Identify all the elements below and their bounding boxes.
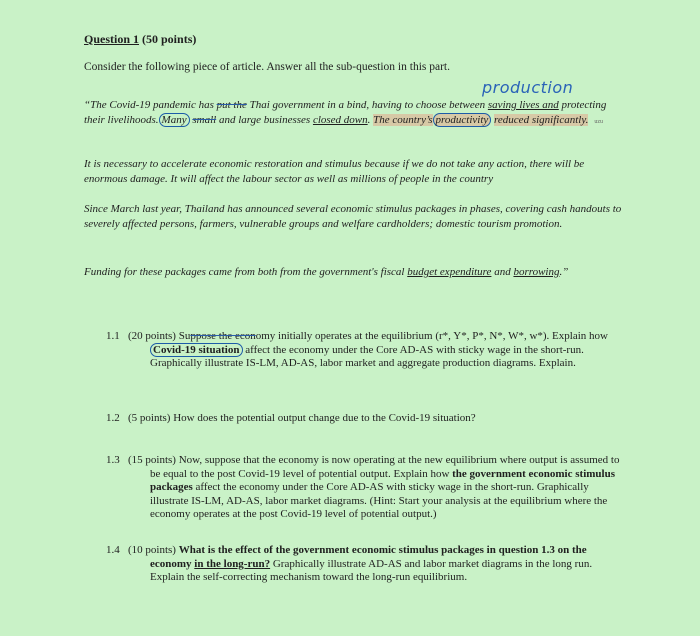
text-run: Thai government in a bind, having to choose between <box>246 99 488 111</box>
subquestion-number: 1.2 <box>106 412 120 424</box>
circled-text-many: Many <box>159 113 190 127</box>
bold-underlined-text: in the long-run? <box>194 557 271 570</box>
underlined-text-closed-down: closed down <box>312 114 368 126</box>
article-paragraph-4 <box>84 265 622 280</box>
text-run: omy initially operates at the equilibrium (r*, Y*, P*, N*, W*, w*). Explain how <box>255 330 608 342</box>
struck-text: put the <box>216 99 247 111</box>
subquestion-body <box>128 454 622 522</box>
text-run: and <box>491 266 514 278</box>
text-run: (20 points) Su <box>128 330 191 342</box>
subquestion-1-4 <box>106 544 622 585</box>
text-run: “The Covid-19 pandemic has <box>84 99 217 111</box>
subquestion-1-3 <box>106 454 622 522</box>
underlined-text: saving lives and <box>487 99 559 111</box>
text-run: protecting their livelihoods. <box>84 99 607 126</box>
subquestion-number: 1.4 <box>106 544 120 556</box>
text-run: (10 points) <box>128 544 179 556</box>
text-run: .” <box>559 266 569 278</box>
circled-text-covid: Covid-19 situation <box>150 343 243 357</box>
text-run: affect the economy under the Core AD-AS with sticky wage in the short-run. Graphically illustrate IS-LM, AD-AS, labor market and aggregate production diagrams. Explain. <box>150 343 584 369</box>
scribble-mark: uzu <box>594 119 604 125</box>
text-run: and large businesses <box>216 114 313 126</box>
handwritten-note: production <box>482 78 574 97</box>
subquestion-number: 1.1 <box>106 330 120 342</box>
article-paragraph-3: Since March last year, Thailand has announced several economic stimulus packages in phases, covering cash handouts to severely affected persons, farmers, vulnerable groups and welfare cardholders; domestic tourism promotion. <box>84 203 622 230</box>
highlighted-text: The country’s <box>373 114 433 126</box>
subquestion-1-2 <box>106 412 622 426</box>
text-run: . <box>367 114 374 126</box>
article-paragraph-1 <box>84 98 622 130</box>
subquestion-number: 1.3 <box>106 454 120 466</box>
question-points: (50 points) <box>142 32 197 46</box>
text-run: Funding for these packages came from both from the government's fiscal <box>84 266 408 278</box>
text-run: (15 points) Now, suppose that the economy is now operating at the new equilibrium where output is assumed to be equal to the post Covid-19 level of potential output. Explain how <box>128 454 620 480</box>
text-run: Graphically illustrate AD-AS and labor market diagrams in the long run. Explain the self-correcting mechanism toward the long-run equilibrium. <box>150 557 593 583</box>
subquestion-body: (5 points) How does the potential output change due to the Covid-19 situation? <box>128 412 476 424</box>
text-run: affect the economy under the Core AD-AS with sticky wage in the short-run. Graphically illustrate IS-LM, AD-AS, labor market diagrams. (Hint: Start your analysis at the equilibrium where the economy operates at the post Covid-19 level of potential output.) <box>150 481 608 520</box>
underlined-text-budget: budget expenditure <box>407 266 492 278</box>
struck-text-small: small <box>192 114 217 126</box>
underlined-text-borrowing: borrowing <box>513 266 560 278</box>
subquestion-body <box>128 544 622 585</box>
question-label: Question 1 <box>84 32 140 46</box>
question-title <box>84 32 196 47</box>
bold-text: the government economic stimulus packages <box>150 467 615 493</box>
intro-text: Consider the following piece of article. Answer all the sub-question in this part. <box>84 61 451 73</box>
subquestion-body <box>128 330 622 371</box>
highlighted-text-reduced: reduced significantly. <box>494 114 589 126</box>
bold-text: What is the effect of the government economic stimulus packages in question 1.3 on the economy <box>150 544 587 570</box>
subquestion-1-1 <box>106 330 622 371</box>
article-paragraph-2: It is necessary to accelerate economic restoration and stimulus because if we do not take any action, there will be enormous damage. It will affect the labour sector as well as millions of people in the country <box>84 158 585 185</box>
circled-text-productivity: productivity <box>433 113 492 127</box>
struck-text: ppose the econ <box>190 330 256 342</box>
